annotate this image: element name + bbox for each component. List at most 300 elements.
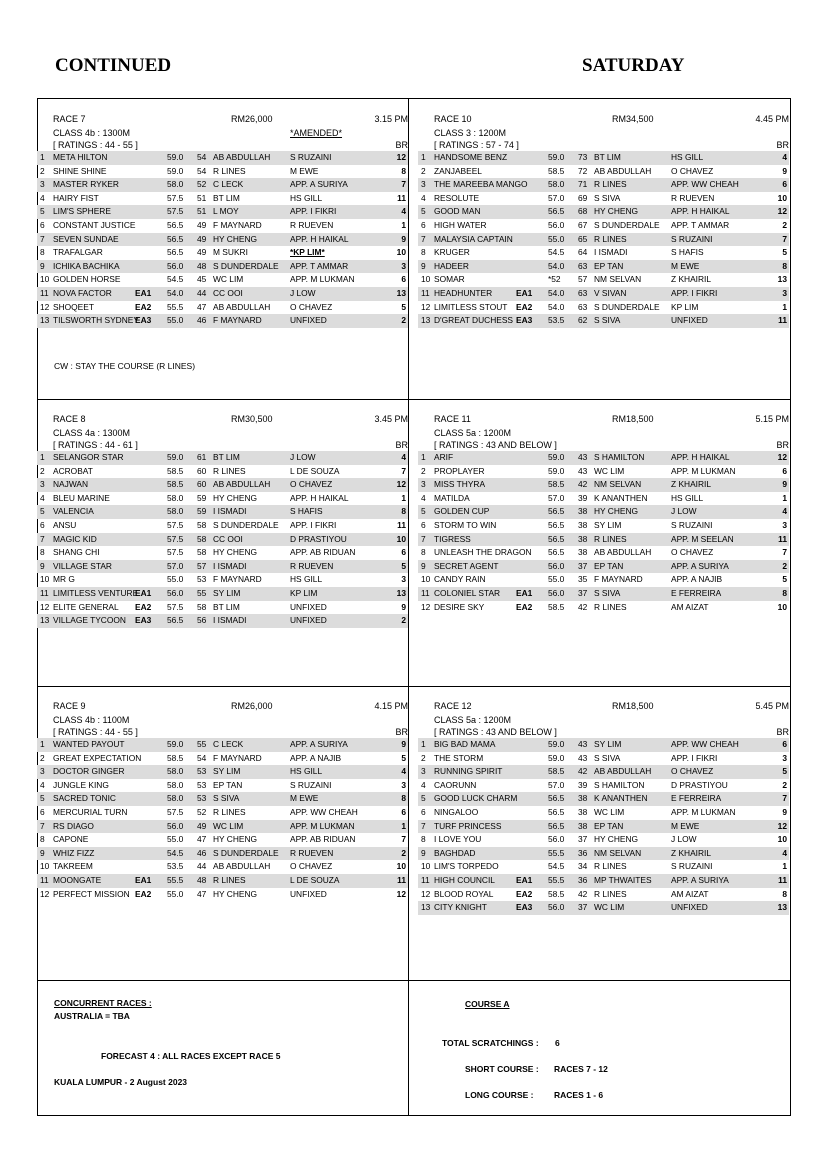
race-number: RACE 9 (53, 701, 86, 711)
runner-number: 4 (40, 192, 45, 203)
trainer-name: HY CHENG (213, 492, 258, 503)
rating: 43 (578, 752, 588, 763)
barrier: 8 (401, 165, 406, 176)
rating: 64 (578, 247, 588, 258)
weight: 58.0 (167, 779, 184, 790)
emergency-acceptor: EA3 (516, 315, 533, 326)
rating: 38 (578, 533, 588, 544)
br-header: BR (395, 727, 408, 737)
trainer-name: WC LIM (594, 465, 625, 476)
jockey-name: S RUZAINI (290, 152, 332, 162)
jockey-name: APP. AB RIDUAN (290, 547, 356, 558)
runner-row (418, 752, 789, 766)
runner-number: 2 (421, 165, 426, 176)
horse-name: PROPLAYER (434, 465, 485, 476)
race-purse: RM18,500 (612, 701, 654, 711)
trainer-name: AB ABDULLAH (213, 861, 271, 872)
runner-number: 9 (40, 260, 45, 271)
jockey-name: HS GILL (290, 192, 323, 203)
runner-number: 12 (421, 301, 431, 312)
horse-name: LIMITLESS STOUT (434, 301, 508, 312)
runner-number: 8 (40, 247, 45, 258)
weight: 54.0 (548, 301, 565, 312)
runner-number: 11 (40, 587, 49, 598)
runner-row (418, 533, 789, 547)
runner-row (37, 505, 408, 519)
horse-name: ELITE GENERAL (53, 601, 119, 612)
jockey-name: APP. A SURIYA (290, 739, 348, 749)
trainer-name: WC LIM (213, 274, 244, 285)
rating: 38 (578, 519, 588, 530)
jockey-name: D PRASTIYOU (671, 779, 728, 790)
weight: 56.5 (167, 247, 184, 258)
runner-number: 1 (40, 152, 45, 162)
trainer-name: S HAMILTON (594, 779, 645, 790)
horse-name: META HILTON (53, 152, 108, 162)
horse-name: JUNGLE KING (53, 779, 109, 790)
trainer-name: S DUNDERDALE (594, 219, 660, 230)
jockey-name: APP. T AMMAR (290, 260, 349, 271)
runner-number: 12 (40, 301, 50, 312)
runner-row (418, 192, 789, 206)
trainer-name: HY CHENG (213, 547, 258, 558)
rating: 38 (578, 547, 588, 558)
barrier: 7 (782, 793, 787, 804)
runner-number: 8 (421, 547, 426, 558)
race-purse: RM26,000 (231, 114, 273, 124)
jockey-name: M EWE (290, 165, 319, 176)
runner-row (37, 192, 408, 206)
runner-row (418, 901, 789, 915)
jockey-name: APP. A NAJIB (290, 752, 342, 763)
runner-number: 7 (40, 820, 45, 831)
trainer-name: S HAMILTON (594, 452, 645, 462)
barrier: 12 (396, 152, 406, 162)
jockey-name: M EWE (671, 820, 700, 831)
race-class: CLASS 4b : 1100M (53, 715, 130, 725)
weight: 56.0 (548, 560, 565, 571)
trainer-name: MP THWAITES (594, 874, 652, 885)
emergency-acceptor: EA1 (135, 874, 152, 885)
horse-name: BAGHDAD (434, 847, 476, 858)
runner-row (418, 779, 789, 793)
runner-number: 4 (40, 492, 45, 503)
weight: 55.5 (167, 301, 184, 312)
runner-number: 10 (421, 574, 431, 585)
jockey-name: APP. M LUKMAN (671, 806, 736, 817)
runner-row (418, 546, 789, 560)
horse-name: WANTED PAYOUT (53, 739, 125, 749)
horse-name: GOOD MAN (434, 206, 481, 217)
emergency-acceptor: EA1 (135, 287, 152, 298)
runner-number: 10 (40, 574, 50, 585)
rating: 37 (578, 587, 588, 598)
weight: 54.5 (548, 861, 565, 872)
jockey-name: S HAFIS (671, 247, 704, 258)
weight: 58.5 (548, 165, 565, 176)
barrier: 2 (782, 219, 787, 230)
barrier: 5 (782, 766, 787, 777)
barrier: 8 (782, 260, 787, 271)
jockey-name: L DE SOUZA (290, 874, 340, 885)
rating: 47 (197, 834, 207, 845)
race-class: CLASS 4a : 1300M (53, 428, 131, 438)
horse-name: TRAFALGAR (53, 247, 103, 258)
runner-row (418, 478, 789, 492)
horse-name: BLOOD ROYAL (434, 888, 494, 899)
long-course-value: RACES 1 - 6 (554, 1090, 604, 1100)
weight: 58.5 (548, 601, 565, 612)
runner-number: 7 (421, 533, 426, 544)
trainer-name: I ISMADI (213, 506, 247, 517)
barrier: 8 (782, 888, 787, 899)
runner-row (418, 847, 789, 861)
jockey-name: AM AIZAT (671, 601, 709, 612)
trainer-name: S DUNDERDALE (213, 519, 279, 530)
trainer-name: AB ABDULLAH (594, 165, 652, 176)
race-time: 4.15 PM (374, 701, 408, 711)
weight: 55.0 (548, 574, 565, 585)
rating: 69 (578, 192, 588, 203)
emergency-acceptor: EA3 (135, 315, 152, 326)
weight: 58.5 (167, 752, 184, 763)
runner-row (37, 178, 408, 192)
horse-name: MERCURIAL TURN (53, 806, 128, 817)
horse-name: CANDY RAIN (434, 574, 486, 585)
barrier: 3 (401, 779, 406, 790)
emergency-acceptor: EA1 (516, 587, 533, 598)
runner-number: 12 (421, 888, 431, 899)
jockey-name: APP. M SEELAN (671, 533, 734, 544)
runner-number: 10 (421, 861, 431, 872)
barrier: 4 (401, 452, 406, 462)
weight: 55.5 (548, 874, 565, 885)
weight: 59.0 (167, 152, 184, 162)
trainer-name: C LECK (213, 179, 244, 190)
trainer-name: S SIVA (594, 752, 621, 763)
horse-name: VALENCIA (53, 506, 94, 517)
jockey-name: *KP LIM* (290, 247, 325, 258)
race-number: RACE 12 (434, 701, 472, 711)
weight: 58.5 (548, 766, 565, 777)
trainer-name: CC OOI (213, 533, 243, 544)
jockey-name: O CHAVEZ (290, 479, 333, 490)
barrier: 2 (782, 779, 787, 790)
runner-number: 7 (40, 233, 45, 244)
horse-name: SHOQEET (53, 301, 94, 312)
emergency-acceptor: EA2 (516, 601, 533, 612)
br-header: BR (395, 440, 408, 450)
jockey-name: APP. WW CHEAH (671, 739, 739, 749)
weight: 56.0 (548, 587, 565, 598)
rating: 58 (197, 533, 207, 544)
barrier: 11 (778, 533, 787, 544)
runner-row (37, 833, 408, 847)
trainer-name: SY LIM (594, 519, 622, 530)
horse-name: D'GREAT DUCHESS (434, 315, 514, 326)
runner-row (37, 451, 408, 465)
br-header: BR (395, 140, 408, 150)
br-header: BR (776, 440, 789, 450)
horse-name: NAJWAN (53, 479, 89, 490)
horse-name: SEVEN SUNDAE (53, 233, 119, 244)
runner-row (418, 451, 789, 465)
weight: 56.0 (548, 219, 565, 230)
barrier: 5 (401, 752, 406, 763)
jockey-name: APP. I FIKRI (290, 519, 337, 530)
rating: 60 (197, 465, 207, 476)
header-continued: CONTINUED (55, 55, 172, 76)
rating: 43 (578, 739, 588, 749)
race-panel-race10 (418, 114, 789, 328)
weight: 55.5 (548, 847, 565, 858)
trainer-name: AB ABDULLAH (594, 547, 652, 558)
runner-number: 9 (421, 260, 426, 271)
weight: 57.0 (548, 492, 565, 503)
rating: 49 (197, 233, 207, 244)
runner-number: 11 (40, 874, 49, 885)
runner-row (37, 752, 408, 766)
horse-name: BLEU MARINE (53, 492, 110, 503)
weight: 57.5 (167, 806, 184, 817)
barrier: 2 (401, 315, 406, 326)
barrier: 9 (401, 233, 406, 244)
weight: 55.5 (167, 874, 184, 885)
horse-name: I LOVE YOU (434, 834, 482, 845)
weight: 59.0 (548, 152, 565, 162)
jockey-name: UNFIXED (290, 615, 327, 626)
barrier: 9 (782, 165, 787, 176)
runner-row (37, 546, 408, 560)
runner-row (37, 151, 408, 165)
runner-number: 5 (40, 506, 45, 517)
runner-row (37, 301, 408, 315)
runner-number: 12 (421, 601, 431, 612)
horse-name: TILSWORTH SYDNEY (53, 315, 139, 326)
barrier: 3 (782, 287, 787, 298)
trainer-name: R LINES (594, 233, 627, 244)
runner-row (37, 806, 408, 820)
barrier: 13 (777, 274, 787, 285)
barrier: 11 (397, 519, 406, 530)
runner-number: 5 (40, 206, 45, 217)
trainer-name: S SIVA (594, 315, 621, 326)
rating: 44 (197, 287, 207, 298)
barrier: 13 (777, 902, 787, 913)
runner-number: 1 (40, 739, 45, 749)
weight: 57.5 (167, 519, 184, 530)
barrier: 9 (401, 601, 406, 612)
horse-name: MATILDA (434, 492, 470, 503)
jockey-name: APP. H HAIKAL (671, 452, 730, 462)
rating: 61 (197, 452, 207, 462)
trainer-name: AB ABDULLAH (594, 766, 652, 777)
barrier: 4 (782, 847, 787, 858)
race-panel-race12 (418, 701, 789, 915)
rating: 53 (197, 793, 207, 804)
barrier: 5 (401, 560, 406, 571)
horse-name: ACROBAT (53, 465, 93, 476)
runner-row (37, 860, 408, 874)
weight: 55.0 (167, 574, 184, 585)
trainer-name: BT LIM (213, 601, 240, 612)
jockey-name: UNFIXED (671, 315, 708, 326)
weight: 56.5 (548, 533, 565, 544)
trainer-name: R LINES (594, 888, 627, 899)
trainer-name: HY CHENG (594, 834, 639, 845)
runner-row (37, 165, 408, 179)
jockey-name: S RUZAINI (671, 519, 713, 530)
weight: 54.0 (167, 287, 184, 298)
barrier: 1 (401, 492, 406, 503)
runner-row (37, 847, 408, 861)
runner-row (37, 492, 408, 506)
emergency-acceptor: EA3 (135, 615, 152, 626)
runner-row (418, 860, 789, 874)
rating: 58 (197, 601, 207, 612)
rating: 49 (197, 820, 207, 831)
runner-row (37, 765, 408, 779)
rating: 42 (578, 601, 588, 612)
barrier: 13 (396, 287, 406, 298)
runner-number: 5 (421, 506, 426, 517)
race-time: 4.45 PM (755, 114, 789, 124)
emergency-acceptor: EA1 (516, 287, 533, 298)
runner-number: 2 (40, 165, 45, 176)
weight: 55.0 (548, 233, 565, 244)
barrier: 11 (397, 874, 406, 885)
trainer-name: R LINES (594, 533, 627, 544)
jockey-name: M EWE (671, 260, 700, 271)
emergency-acceptor: EA1 (516, 874, 533, 885)
forecast-note: FORECAST 4 : ALL RACES EXCEPT RACE 5 (101, 1051, 281, 1061)
runner-number: 10 (421, 274, 431, 285)
rating: 34 (578, 861, 588, 872)
barrier: 4 (401, 206, 406, 217)
trainer-name: NM SELVAN (594, 847, 642, 858)
trainer-name: WC LIM (594, 902, 625, 913)
weight: 57.5 (167, 601, 184, 612)
rating: 48 (197, 260, 207, 271)
runner-number: 2 (421, 465, 426, 476)
concurrent-races-value: AUSTRALIA = TBA (54, 1011, 130, 1021)
horse-name: LIM'S TORPEDO (434, 861, 499, 872)
horse-name: SOMAR (434, 274, 465, 285)
barrier: 12 (777, 206, 787, 217)
horse-name: MR G (53, 574, 75, 585)
jockey-name: S RUZAINI (290, 779, 332, 790)
weight: 57.5 (167, 206, 184, 217)
weight: 59.0 (548, 465, 565, 476)
runner-row (37, 219, 408, 233)
location-date: KUALA LUMPUR - 2 August 2023 (54, 1077, 188, 1087)
jockey-name: R RUEVEN (671, 192, 715, 203)
horse-name: SHANG CHI (53, 547, 100, 558)
rating: 59 (197, 506, 207, 517)
horse-name: COLONIEL STAR (434, 587, 501, 598)
jockey-name: APP. T AMMAR (671, 219, 730, 230)
runner-number: 6 (40, 806, 45, 817)
rating: 42 (578, 888, 588, 899)
br-header: BR (776, 140, 789, 150)
rating: 38 (578, 820, 588, 831)
rating: 55 (197, 739, 207, 749)
runner-row (37, 233, 408, 247)
barrier: 3 (401, 574, 406, 585)
horse-name: MISS THYRA (434, 479, 486, 490)
race-number: RACE 7 (53, 114, 86, 124)
runner-number: 3 (40, 479, 45, 490)
trainer-name: AB ABDULLAH (213, 479, 271, 490)
horse-name: GOLDEN HORSE (53, 274, 121, 285)
rating: 58 (197, 547, 207, 558)
jockey-name: O CHAVEZ (290, 861, 333, 872)
runner-number: 1 (421, 152, 426, 162)
runner-row (37, 888, 408, 902)
trainer-name: S DUNDERDALE (594, 301, 660, 312)
weight: 59.0 (167, 165, 184, 176)
horse-name: MALAYSIA CAPTAIN (434, 233, 513, 244)
jockey-name: S RUZAINI (671, 861, 713, 872)
runner-number: 1 (421, 452, 426, 462)
runner-number: 2 (40, 752, 45, 763)
row-divider-1 (37, 399, 791, 400)
weight: 56.5 (548, 506, 565, 517)
runner-number: 4 (421, 779, 426, 790)
trainer-name: CC OOI (213, 287, 243, 298)
weight: 56.5 (548, 547, 565, 558)
runner-number: 6 (421, 806, 426, 817)
weight: 59.0 (548, 752, 565, 763)
runner-row (418, 587, 789, 601)
barrier: 4 (401, 766, 406, 777)
runner-number: 12 (40, 888, 50, 899)
weight: 57.5 (167, 192, 184, 203)
barrier: 5 (782, 574, 787, 585)
weight: 57.0 (167, 560, 184, 571)
weight: 55.0 (167, 315, 184, 326)
barrier: 12 (396, 888, 406, 899)
race-panel-race8 (37, 414, 408, 628)
rating: 43 (578, 465, 588, 476)
rating: 45 (197, 274, 207, 285)
rating: 38 (578, 793, 588, 804)
emergency-acceptor: EA2 (516, 888, 533, 899)
rating: 62 (578, 315, 588, 326)
horse-name: HANDSOME BENZ (434, 152, 508, 162)
rating: 63 (578, 287, 588, 298)
jockey-name: D PRASTIYOU (290, 533, 347, 544)
race-purse: RM30,500 (231, 414, 273, 424)
horse-name: KRUGER (434, 247, 470, 258)
horse-name: THE MAREEBA MANGO (434, 179, 528, 190)
trainer-name: S SIVA (594, 587, 621, 598)
trainer-name: R LINES (213, 465, 246, 476)
course-label: COURSE A (465, 999, 510, 1009)
trainer-name: F MAYNARD (213, 574, 262, 585)
jockey-name: KP LIM (290, 587, 318, 598)
weight: 56.5 (167, 615, 184, 626)
trainer-name: HY CHENG (594, 206, 639, 217)
rating: 71 (578, 179, 588, 190)
runner-row (37, 601, 408, 615)
runner-number: 13 (421, 902, 431, 913)
rating: 63 (578, 301, 588, 312)
horse-name: WHIZ FIZZ (53, 847, 95, 858)
trainer-name: HY CHENG (213, 834, 258, 845)
barrier: 1 (782, 301, 787, 312)
jockey-name: APP. M LUKMAN (290, 274, 355, 285)
